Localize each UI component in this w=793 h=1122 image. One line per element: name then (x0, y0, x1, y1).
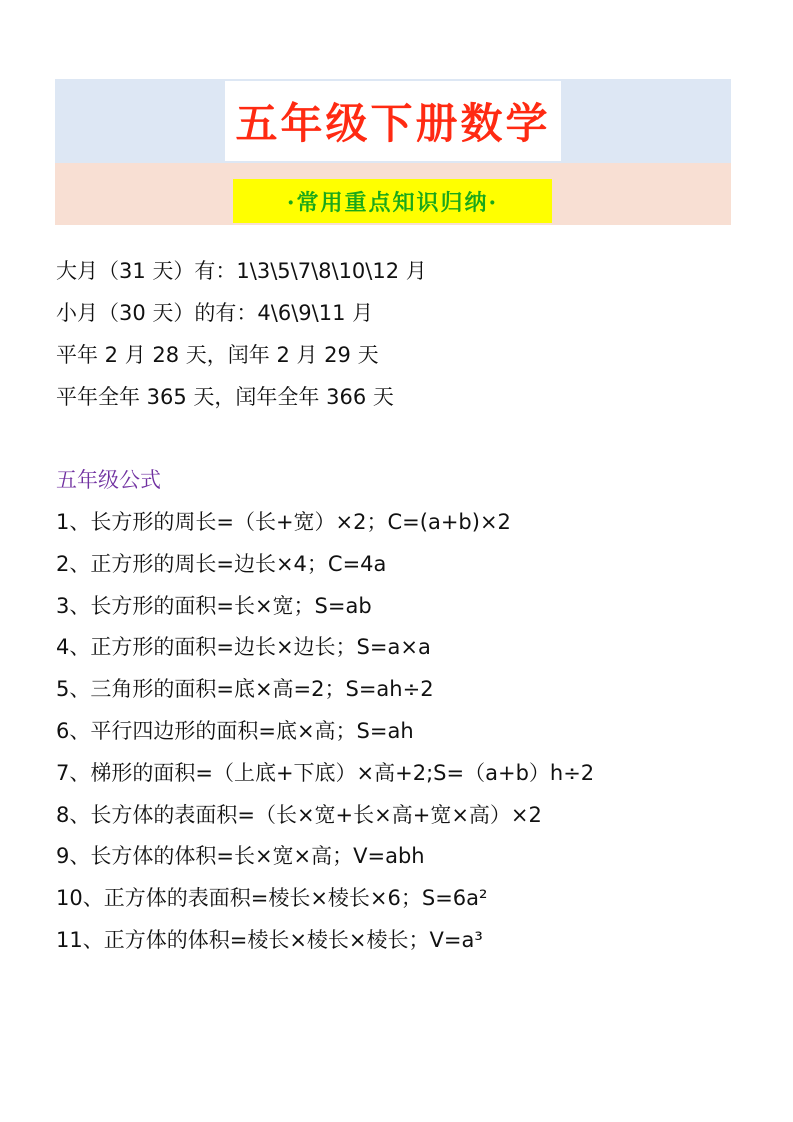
subtitle-box (233, 179, 552, 223)
formula-list (56, 505, 594, 965)
formula-item: 8、长方体的表面积=（长×宽+长×高+宽×高）×2 (56, 802, 542, 827)
formula-item: 10、正方体的表面积=棱长×棱长×6；S=6a² (56, 886, 488, 911)
formula-item: 11、正方体的体积=棱长×棱长×棱长；V=a³ (56, 927, 483, 952)
fact-line: 小月（30 天）的有：4\6\9\11 月 (56, 301, 374, 325)
formula-item: 2、正方形的周长=边长×4；C=4a (56, 551, 387, 576)
formula-item: 6、平行四边形的面积=底×高；S=ah (56, 718, 414, 743)
formulas-heading: 五年级公式 (56, 468, 161, 492)
formula-item: 3、长方形的面积=长×宽；S=ab (56, 593, 372, 618)
page-title: 五年级下册数学 (235, 99, 551, 148)
formula-item: 9、长方体的体积=长×宽×高；V=abh (56, 844, 425, 869)
formula-item: 5、三角形的面积=底×高=2；S=ah÷2 (56, 677, 434, 702)
fact-line: 大月（31 天）有：1\3\5\7\8\10\12 月 (56, 259, 427, 283)
fact-line: 平年全年 365 天，闰年全年 366 天 (56, 385, 394, 409)
formula-item: 7、梯形的面积=（上底+下底）×高+2;S=（a+b）h÷2 (56, 760, 595, 785)
page-subtitle: ·常用重点知识归纳· (286, 189, 499, 216)
header-banner (55, 79, 731, 225)
formula-item: 4、正方形的面积=边长×边长；S=a×a (56, 635, 431, 660)
fact-line: 平年 2 月 28 天，闰年 2 月 29 天 (56, 343, 379, 367)
title-box (225, 81, 561, 161)
calendar-facts (56, 254, 427, 422)
formula-item: 1、长方形的周长=（长+宽）×2；C=(a+b)×2 (56, 510, 511, 534)
